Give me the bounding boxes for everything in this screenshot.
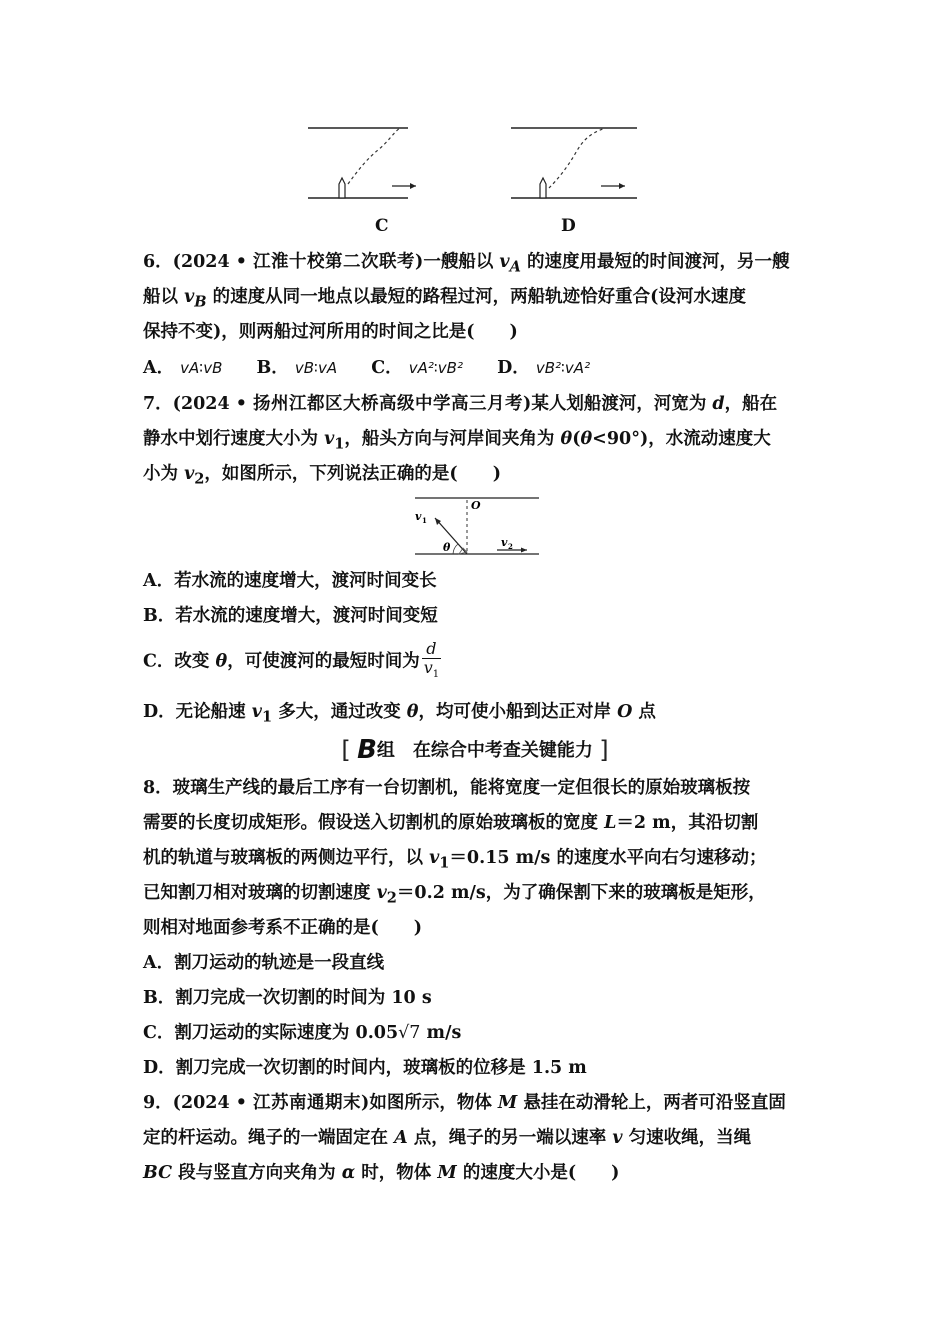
fraction-d-over-v1: $\frac{d}{v_1}$	[423, 639, 440, 681]
q8-option-b[interactable]: B．割刀完成一次切割的时间为 10 s	[143, 988, 432, 1008]
q8-line-2: 需要的长度切成矩形。假设送入切割机的原始玻璃板的宽度 L＝2 m，其沿切割	[143, 813, 759, 833]
label-v1-sub: 1	[422, 516, 427, 525]
q8-line-5: 则相对地面参考系不正确的是( )	[143, 918, 423, 938]
river-crossing-figure	[405, 492, 545, 562]
q6-line-1: 6．(2024 • 江淮十校第二次联考)一艘船以 $v_A$ 的速度用最短的时间渡河，另一艘	[143, 252, 790, 276]
q6-line-3: 保持不变)，则两船过河所用的时间之比是( )	[143, 322, 518, 342]
figure-c-label: C	[375, 216, 389, 236]
q6-option-a[interactable]: A． vA∶vB	[143, 358, 223, 378]
q8-option-d[interactable]: D．割刀完成一次切割的时间内，玻璃板的位移是 1.5 m	[143, 1058, 587, 1078]
q6-options	[143, 356, 813, 380]
label-v1: v	[415, 510, 422, 523]
label-O: O	[471, 499, 481, 512]
q7-option-b[interactable]: B．若水流的速度增大，渡河时间变短	[143, 606, 438, 626]
q7-line-2: 静水中划行速度大小为 $v_1$，船头方向与河岸间夹角为 θ(θ<90°)，水流动速度大	[143, 429, 771, 453]
q6-option-d[interactable]: D． vB²∶vA²	[497, 358, 591, 378]
q7-option-d[interactable]: D．无论船速 $v_1$ 多大，通过改变 θ，均可使小船到达正对岸 O 点	[143, 702, 656, 726]
sqrt-seven: √7	[398, 1023, 421, 1043]
q9-line-1: 9．(2024 • 江苏南通期末)如图所示，物体 M 悬挂在动滑轮上，两者可沿竖直固	[143, 1093, 786, 1113]
q9-line-3: BC 段与竖直方向夹角为 α 时，物体 M 的速度大小是( )	[143, 1163, 620, 1183]
boat-figure-d	[505, 118, 645, 208]
q8-line-1: 8．玻璃生产线的最后工序有一台切割机，能将宽度一定但很长的原始玻璃板按	[143, 778, 751, 798]
q7-option-c[interactable]: C．改变 θ，可使渡河的最短时间为 $\frac{d}{v_1}$	[143, 640, 813, 684]
label-theta: θ	[443, 541, 451, 554]
q6-option-c[interactable]: C． vA²∶vB²	[371, 358, 463, 378]
figure-d-label: D	[561, 216, 576, 236]
q7-option-a[interactable]: A．若水流的速度增大，渡河时间变长	[143, 571, 437, 591]
q6-line-2: 船以 $v_B$ 的速度从同一地点以最短的路程过河，两船轨迹恰好重合(设河水速度	[143, 287, 746, 311]
q9-line-2: 定的杆运动。绳子的一端固定在 A 点，绳子的另一端以速率 v 匀速收绳，当绳	[143, 1128, 752, 1148]
q6-option-b[interactable]: B． vB∶vA	[256, 358, 338, 378]
label-v2: v	[501, 536, 508, 549]
q7-line-3: 小为 $v_2$，如图所示，下列说法正确的是( )	[143, 464, 501, 488]
section-letter: B	[357, 735, 377, 765]
q8-line-4: 已知割刀相对玻璃的切割速度 $v_2=0.2$ m/s，为了确保割下来的玻璃板是矩形，	[143, 883, 766, 907]
q7-line-1: 7．(2024 • 扬州江都区大桥高级中学高三月考)某人划船渡河，河宽为 d，船在	[143, 394, 778, 414]
section-header: [ B组 在综合中考查关键能力 ]	[341, 735, 609, 765]
q8-option-a[interactable]: A．割刀运动的轨迹是一段直线	[143, 953, 385, 973]
label-v2-sub: 2	[508, 542, 513, 551]
boat-figure-c	[300, 118, 420, 208]
q8-line-3: 机的轨道与玻璃板的两侧边平行，以 $v_1=0.15$ m/s 的速度水平向右匀速移动；	[143, 848, 767, 872]
q8-option-c[interactable]: C．割刀运动的实际速度为 0.05√7 m/s	[143, 1023, 462, 1043]
